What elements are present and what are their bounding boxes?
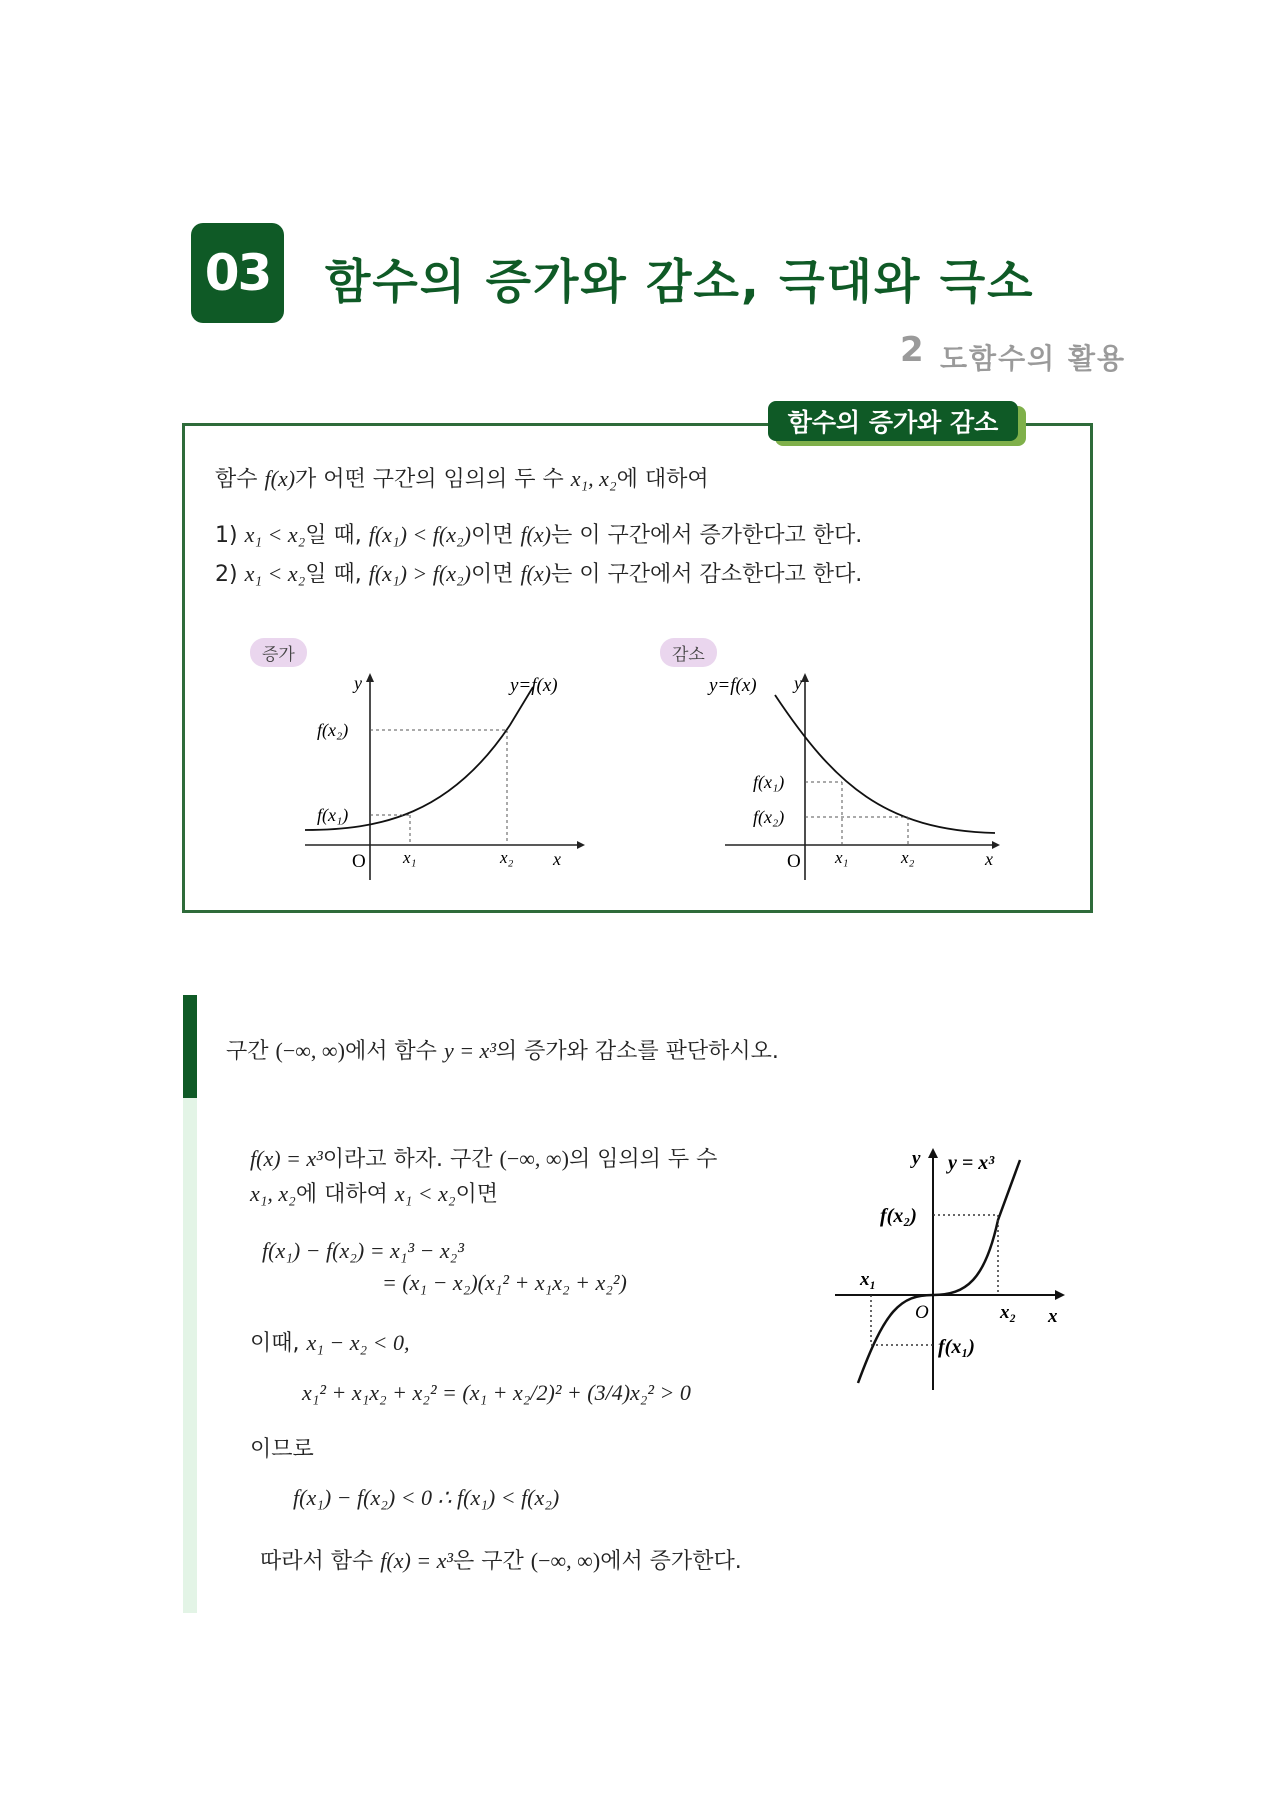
text: 에 대하여 xyxy=(616,467,709,492)
definition-intro xyxy=(215,462,709,493)
text: 의 임의의 두 수 xyxy=(568,1147,718,1172)
text: 함수 xyxy=(215,467,265,492)
math: x₁ − x₂ < 0, xyxy=(306,1330,410,1355)
decreasing-graph xyxy=(709,665,1015,890)
decreasing-curve xyxy=(775,695,995,833)
solution-equation-3: x₁² + x₁x₂ + x₂² = (x₁ + x₂/2)² + (3/4)x₂² > 0 xyxy=(302,1380,691,1405)
math: f(x) = x³ xyxy=(380,1548,453,1573)
origin-label: O xyxy=(787,851,801,872)
text: 는 이 구간에서 증가한다고 한다. xyxy=(550,523,863,548)
text: 이면 xyxy=(470,562,521,587)
solution-equation-4: f(x₁) − f(x₂) < 0 ∴ f(x₁) < f(x₂) xyxy=(293,1485,560,1510)
solution-since xyxy=(250,1326,410,1357)
fx2-label: f(x₂) xyxy=(317,720,349,740)
solution-therefore-text: 이므로 xyxy=(250,1437,314,1462)
math: f(x) xyxy=(520,522,551,547)
cubic-graph xyxy=(830,1140,1070,1400)
text: 에서 증가한다. xyxy=(600,1549,742,1574)
text: 은 구간 xyxy=(453,1549,531,1574)
text: 2) xyxy=(215,562,245,587)
fx1-label: f(x₁) xyxy=(753,772,785,792)
text: 일 때, xyxy=(305,562,369,587)
definition-item-increasing xyxy=(215,518,862,549)
chapter-title: 도함수의 활용 xyxy=(940,342,1127,375)
math: f(x₁) > f(x₂) xyxy=(368,561,471,586)
math: x₁, x₂ xyxy=(570,466,617,491)
math: x₁, x₂ xyxy=(250,1181,296,1206)
y-label: y xyxy=(794,673,802,693)
text: 이때, xyxy=(250,1331,307,1356)
text: 이면 xyxy=(455,1182,499,1207)
curve-label: y = x³ xyxy=(948,1152,995,1174)
math: (−∞, ∞) xyxy=(499,1146,569,1171)
y-label: y xyxy=(354,673,362,693)
curve-label: y=f(x) xyxy=(709,675,757,696)
curve-label: y=f(x) xyxy=(510,675,558,696)
x2-label: x₂ xyxy=(1000,1302,1017,1323)
solution-conclusion xyxy=(260,1544,742,1575)
text: 는 이 구간에서 감소한다고 한다. xyxy=(550,562,863,587)
y-label: y xyxy=(912,1148,921,1169)
text: 가 어떤 구간의 임의의 두 수 xyxy=(295,467,571,492)
definition-tab: 함수의 증가와 감소 xyxy=(768,401,1018,441)
x-axis-arrow xyxy=(577,841,585,849)
origin-label: O xyxy=(352,851,366,872)
solution-equation-1: f(x₁) − f(x₂) = x₁³ − x₂³ xyxy=(262,1238,464,1263)
math: f(x) xyxy=(264,466,296,491)
section-number-badge: 03 xyxy=(191,223,284,323)
math: (−∞, ∞) xyxy=(530,1548,601,1573)
problem-marker-bar xyxy=(183,995,197,1098)
increasing-badge: 증가 xyxy=(250,638,307,667)
problem-statement xyxy=(226,1034,779,1065)
math: f(x) xyxy=(520,561,551,586)
section-title: 함수의 증가와 감소, 극대와 극소 xyxy=(325,255,1035,310)
x2-label: x₂ xyxy=(901,848,915,867)
x2-label: x₂ xyxy=(500,848,514,867)
math: f(x₁) < f(x₂) xyxy=(368,522,471,547)
text: 일 때, xyxy=(305,523,369,548)
text: 구간 xyxy=(226,1039,276,1064)
x1-label: x₁ xyxy=(403,848,417,867)
x-label: x xyxy=(1048,1306,1058,1327)
chapter-number: 2 xyxy=(900,330,924,370)
x1-label: x₁ xyxy=(835,848,849,867)
solution-marker-bar xyxy=(183,1098,197,1613)
x-label: x xyxy=(985,849,993,869)
definition-item-decreasing xyxy=(215,557,862,588)
text: 에 대하여 xyxy=(295,1182,395,1207)
text: 에서 함수 xyxy=(344,1039,444,1064)
x1-label: x₁ xyxy=(860,1269,877,1290)
math: x₁ < x₂ xyxy=(394,1181,456,1206)
text: 따라서 함수 xyxy=(260,1549,381,1574)
fx1-label: f(x₁) xyxy=(317,805,349,825)
decreasing-badge: 감소 xyxy=(660,638,717,667)
math: x₁ < x₂ xyxy=(244,561,306,586)
math: (−∞, ∞) xyxy=(275,1038,345,1063)
solution-line-1 xyxy=(250,1142,717,1173)
y-axis-arrow xyxy=(366,673,374,682)
increasing-graph xyxy=(300,665,600,890)
fx2-label: f(x₂) xyxy=(753,807,785,827)
x-label: x xyxy=(553,849,561,869)
text: 1) xyxy=(215,523,245,548)
solution-equation-2: = (x₁ − x₂)(x₁² + x₁x₂ + x₂²) xyxy=(382,1270,627,1295)
origin-label: O xyxy=(915,1302,929,1323)
fx2-label: f(x₂) xyxy=(880,1205,917,1227)
text: 이라고 하자. 구간 xyxy=(322,1147,500,1172)
math: x₁ < x₂ xyxy=(244,522,306,547)
y-axis-arrow xyxy=(928,1148,938,1158)
x-axis-arrow xyxy=(1055,1290,1065,1300)
solution-line-2 xyxy=(250,1177,498,1208)
y-axis-arrow xyxy=(801,673,809,682)
text: 이면 xyxy=(470,523,521,548)
math: f(x) = x³ xyxy=(250,1146,323,1171)
fx1-label: f(x₁) xyxy=(938,1336,975,1358)
math: y = x³ xyxy=(443,1038,496,1063)
x-axis-arrow xyxy=(992,841,1000,849)
text: 의 증가와 감소를 판단하시오. xyxy=(495,1039,779,1064)
